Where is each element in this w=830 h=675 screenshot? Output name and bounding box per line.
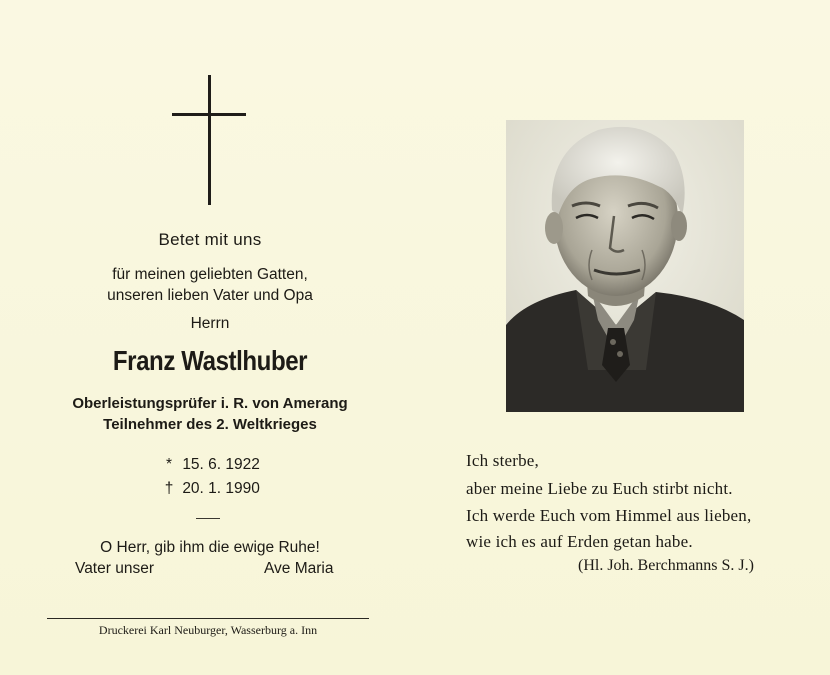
poem-line-4: wie ich es auf Erden getan habe. <box>466 532 693 551</box>
occupation: Oberleistungsprüfer i. R. von Amerang <box>72 395 348 412</box>
dedication-line-2: unseren lieben Vater und Opa <box>107 287 313 304</box>
prayer-intro: Betet mit uns <box>158 230 262 249</box>
poem-line-2: aber meine Liebe zu Euch stirbt nicht. <box>466 479 733 498</box>
footer-rule <box>47 618 369 619</box>
salutation: Herrn <box>190 315 230 332</box>
birth-date-row <box>160 456 260 474</box>
war-note: Teilnehmer des 2. Weltkrieges <box>103 416 317 433</box>
poem-attribution: (Hl. Joh. Berchmanns S. J.) <box>578 557 754 574</box>
prayer-vater-unser: Vater unser <box>75 560 154 577</box>
portrait-photo <box>506 120 744 412</box>
deceased-name: Franz Wastlhuber <box>112 345 308 376</box>
prayer-ave-maria: Ave Maria <box>264 560 334 577</box>
death-date-row <box>160 480 260 498</box>
dedication-line-1: für meinen geliebten Gatten, <box>112 266 308 283</box>
death-date: 20. 1. 1990 <box>182 480 260 497</box>
printer-credit: Druckerei Karl Neuburger, Wasserburg a. Inn <box>98 623 318 637</box>
cross-icon-bar <box>172 113 246 116</box>
death-cross-icon: † <box>164 480 174 497</box>
poem-line-1: Ich sterbe, <box>466 451 539 470</box>
divider <box>196 518 220 519</box>
cross-icon <box>208 75 211 205</box>
birth-star-icon: * <box>165 456 173 473</box>
poem-line-3: Ich werde Euch vom Himmel aus lieben, <box>466 506 752 525</box>
birth-date: 15. 6. 1922 <box>182 456 260 473</box>
prayer-line: O Herr, gib ihm die ewige Ruhe! <box>100 539 320 556</box>
